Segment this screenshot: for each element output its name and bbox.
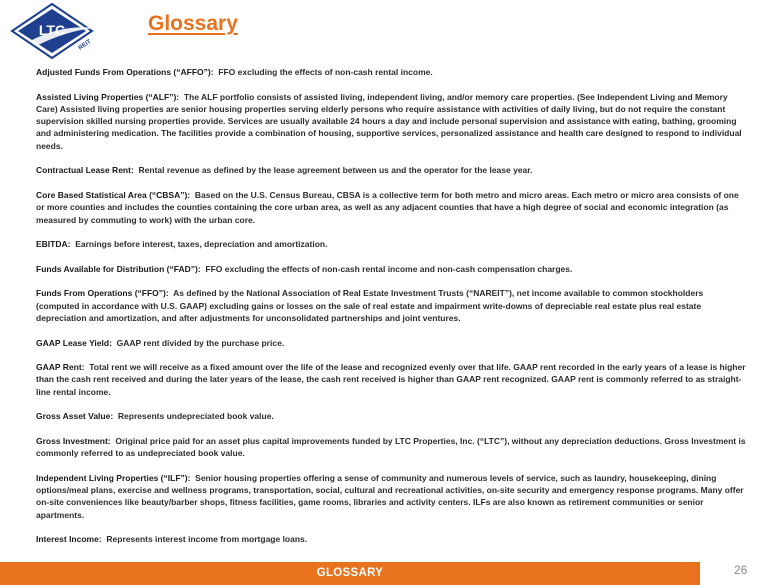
glossary-entry-ilf: [36, 472, 748, 521]
glossary-definition: Based on the U.S. Census Bureau, CBSA is a collective term for both metro and micro areas. Each metro or micro area consists of one or more counties and includes the counties containing the core urban area, as well as any adjacent counties that have a high degree of social and economic integration (as measured by commuting to work) with the urban core.: [36, 189, 739, 225]
footer-label: GLOSSARY: [316, 567, 384, 579]
glossary-entry-gross-investment: [36, 435, 748, 460]
glossary-entry-affo: [36, 66, 748, 78]
glossary-term: Gross Asset Value:: [36, 411, 114, 422]
glossary-body: [36, 66, 748, 558]
glossary-definition: As defined by the National Association of Real Estate Investment Trusts (“NAREIT”), net income available to common stockholders (computed in accordance with U.S. GAAP) excluding gains or losses on the sale of real estate and impairment write-downs of depreciable real estate plus real estate depreciation and amortization, and after adjustments for unconsolidated partnerships and joint ventures.: [36, 288, 704, 323]
glossary-definition: Rental revenue as defined by the lease agreement between us and the operator for the lease year.: [138, 165, 533, 176]
glossary-term: Adjusted Funds From Operations (“AFFO”):: [36, 67, 214, 77]
glossary-definition: Earnings before interest, taxes, depreciation and amortization.: [75, 239, 328, 250]
glossary-entry-gaap-rent: [36, 361, 748, 398]
logo-text: LTC: [38, 22, 66, 38]
glossary-term: Contractual Lease Rent:: [36, 165, 134, 176]
glossary-term: Interest Income:: [36, 534, 102, 545]
glossary-term: GAAP Lease Yield:: [36, 337, 112, 348]
glossary-entry-cbsa: [36, 189, 748, 226]
glossary-definition: The ALF portfolio consists of assisted living, independent living, and/or memory care properties. (See Independent Living and Memory Care) Assisted living properties are senior housing properties serving elderly persons who require assistance with activities of daily living, but do not require the constant supervision skilled nursing properties provide. Services are usually available 24 hours a day and include personal supervision and assistance with eating, bathing, grooming and administering medication. The facilities provide a combination of housing, supportive services, personalized assistance and health care designed to respond to individual needs.: [36, 91, 742, 151]
glossary-term: Assisted Living Properties (“ALF”):: [36, 91, 180, 102]
glossary-term: GAAP Rent:: [36, 362, 85, 373]
glossary-entry-gaap-lease-yield: [36, 337, 748, 349]
glossary-entry-contractual-lease-rent: [36, 164, 748, 176]
page-number: 26: [734, 563, 748, 577]
glossary-definition: GAAP rent divided by the purchase price.: [116, 337, 285, 348]
page-title: Glossary: [148, 12, 238, 35]
footer-bar: [0, 562, 700, 585]
glossary-term: Gross Investment:: [36, 435, 111, 446]
glossary-entry-gross-asset-value: [36, 410, 748, 422]
glossary-definition: Senior housing properties offering a sense of community and numerous levels of service, such as laundry, housekeeping, dining options/meal plans, exercise and wellness programs, transportation, social, cultural and recreational activities, on-site security and emergency response programs. Many offer on-site conveniences like beauty/barber shops, fitness facilities, game rooms, libraries and activity centers. ILFs are also known as retirement communities or senior apartments.: [36, 472, 744, 520]
glossary-term: EBITDA:: [36, 239, 71, 250]
glossary-entry-interest-income: [36, 533, 748, 545]
glossary-entry-fad: [36, 263, 748, 275]
glossary-definition: FFO excluding the effects of non-cash rental income.: [218, 67, 433, 77]
glossary-term: Core Based Statistical Area (“CBSA”):: [36, 189, 191, 200]
ltc-reit-logo: [10, 2, 132, 60]
glossary-definition: Represents undepreciated book value.: [117, 411, 274, 422]
glossary-definition: FFO excluding the effects of non-cash rental income and non-cash compensation charges.: [205, 263, 573, 274]
glossary-definition: Total rent we will receive as a fixed amount over the life of the lease and recognized evenly over that life. GAAP rent recorded in the early years of a lease is higher than the cash rent received and during the later years of the lease, the cash rent received is higher than GAAP rent recognized. GAAP rent is commonly referred to as straight-line rental income.: [36, 362, 746, 397]
logo-mark: [10, 2, 132, 60]
glossary-term: Independent Living Properties (“ILF”):: [36, 472, 191, 483]
glossary-term: Funds Available for Distribution (“FAD”):: [36, 263, 201, 274]
logo-subtext: REIT: [77, 38, 93, 52]
glossary-term: Funds From Operations (“FFO”):: [36, 288, 169, 299]
glossary-entry-ebitda: [36, 238, 748, 250]
glossary-entry-ffo: [36, 287, 748, 324]
glossary-definition: Original price paid for an asset plus capital improvements funded by LTC Properties, Inc. (“LTC”), without any depreciation deductions. Gross Investment is commonly referred to as undepreciated book value.: [36, 435, 746, 459]
glossary-definition: Represents interest income from mortgage loans.: [106, 534, 308, 545]
glossary-entry-alf: [36, 91, 748, 152]
